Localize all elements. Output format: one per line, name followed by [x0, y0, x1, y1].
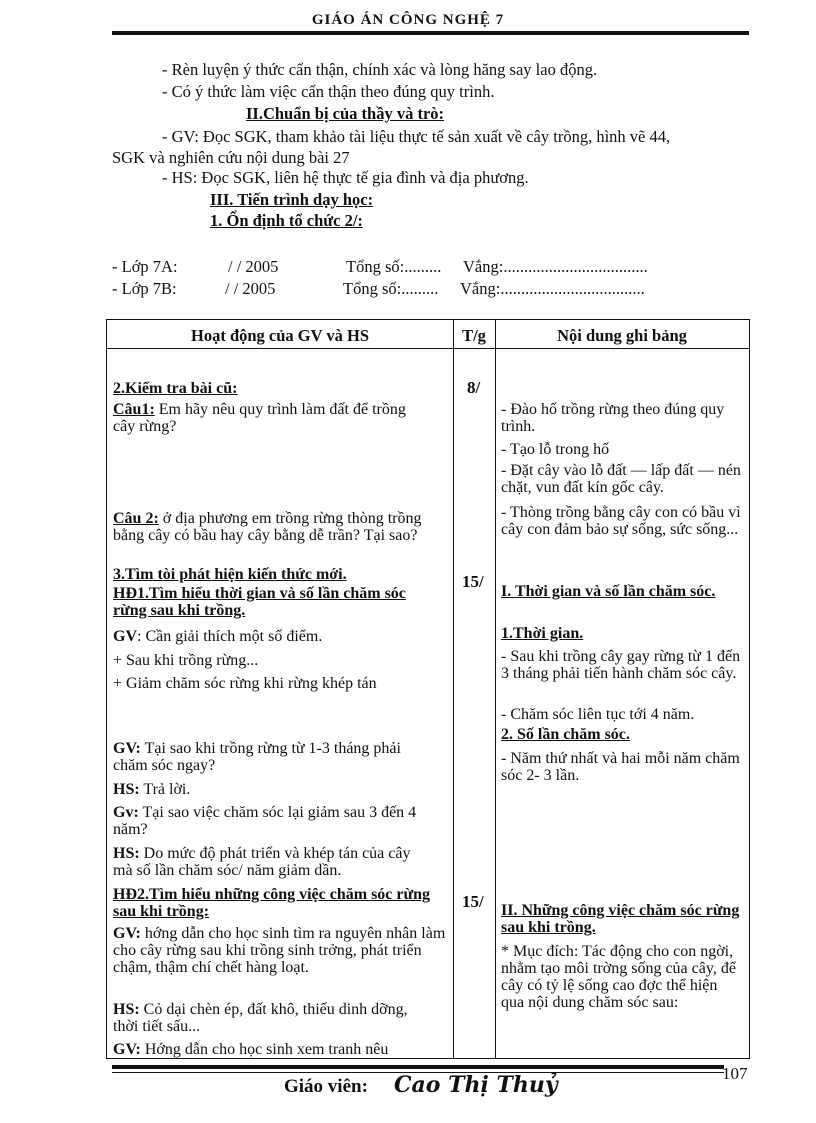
point-1: + Sau khi trồng rừng... [113, 652, 259, 669]
point-2: + Giảm chăm sóc rừng khi rừng khép tán [113, 675, 377, 692]
class-7b-date: / / 2005 [225, 279, 276, 298]
question-2 [113, 510, 449, 544]
class-7b-absent: Vắng:................................... [460, 279, 645, 298]
content-duration: - Chăm sóc liên tục tới 4 năm. [501, 706, 695, 723]
section-2-heading: II.Chuẩn bị của thầy và trò: [246, 104, 445, 123]
intro-hs-line: - HS: Đọc SGK, liên hệ thực tế gia đình và địa phương. [162, 168, 529, 187]
intro-line-1: - Rèn luyện ý thức cẩn thận, chính xác và lòng hăng say lao động. [162, 60, 598, 79]
gv-explain-text: : Cần giải thích một số điểm. [137, 628, 323, 645]
class-7a-date: / / 2005 [228, 257, 279, 276]
question-1-text: Em hãy nêu quy trình làm đất để trồng cây rừng? [113, 401, 406, 435]
gv-explain [113, 628, 449, 645]
gv-question-1-label: GV: [113, 740, 141, 757]
intro-line-2: - Có ý thức làm việc cẩn thận theo đúng quy trình. [162, 82, 495, 101]
hs-answer-3 [113, 1001, 423, 1035]
gv-explain-label: GV [113, 628, 137, 645]
answer-4: - Thòng trồng bằng cây con có bầu vì cây con đảm bảo sự sống, sức sống... [501, 504, 741, 538]
activity-1-heading: HĐ1.Tìm hiểu thời gian và số lần chăm sóc rừng sau khi trồng. [113, 585, 406, 619]
hs-answer-1 [113, 781, 449, 798]
page-header-title: GIÁO ÁN CÔNG NGHỆ 7 [311, 12, 505, 28]
content-time-text: - Sau khi trồng cây gay rừng từ 1 đến 3 tháng phải tiến hành chăm sóc cây. [501, 648, 741, 682]
gv-question-1-text: Tại sao khi trồng rừng từ 1-3 tháng phải chăm sóc ngay? [113, 740, 401, 774]
footer-teacher-label: Giáo viên: [284, 1076, 368, 1097]
gv-question-2-text: Tại sao việc chăm sóc lại giảm sau 3 đến 4 năm? [113, 804, 417, 838]
gv-guide-2-label: GV: [113, 1041, 141, 1058]
gv-question-2 [113, 804, 433, 838]
activity-2-heading: HĐ2.Tìm hiểu những công việc chăm sóc rừng sau khi trồng: [113, 886, 430, 920]
class-7a-name: - Lớp 7A: [112, 257, 178, 276]
question-1 [113, 401, 413, 435]
footer-rule-thick [112, 1065, 724, 1069]
table-header-activities: Hoạt động của GV và HS [190, 326, 370, 345]
question-2-text: ở địa phương em trồng rừng thòng trồng bằng cây có bầu hay cây bằng dễ trần? Tại sao? [113, 510, 422, 544]
table-header-time: T/g [462, 326, 486, 345]
class-7b-total: Tổng số:......... [343, 279, 439, 298]
question-2-label: Câu 2: [113, 510, 159, 527]
lesson-table [106, 319, 750, 1059]
hs-answer-2-text: Do mức độ phát triển và khép tán của cây mà số lần chăm sóc/ năm giảm dần. [113, 845, 411, 879]
answer-3: - Đặt cây vào lỗ đất — lấp đất — nén chặt, vun đất kín gốc cây. [501, 462, 741, 496]
content-time-heading: 1.Thời gian. [501, 625, 584, 642]
header-rule [112, 31, 749, 35]
gv-question-2-label: Gv: [113, 804, 139, 821]
hs-answer-2-label: HS: [113, 845, 140, 862]
class-7b-name: - Lớp 7B: [112, 279, 177, 298]
intro-gv-line-2: SGK và nghiên cứu nội dung bài 27 [112, 148, 350, 167]
subsection-1-heading: 1. Ổn định tổ chức 2/: [210, 211, 363, 230]
hs-answer-1-text: Trả lời. [139, 781, 191, 798]
time-review: 8/ [467, 378, 481, 397]
col-divider-1 [453, 320, 454, 1058]
hs-answer-1-label: HS: [113, 781, 140, 798]
question-1-label: Câu1: [113, 401, 155, 418]
gv-guide-1-text: hớng dẫn cho học sinh tìm ra nguyên nhân làm cho cây rừng sau khi trồng sinh trởng, phát triển chậm, thậm chí chết hàng loạt. [113, 925, 446, 976]
time-activity-2: 15/ [462, 892, 484, 911]
section-3-heading: III. Tiến trình dạy học: [210, 190, 374, 209]
gv-guide-2 [113, 1041, 453, 1058]
hs-answer-3-label: HS: [113, 1001, 140, 1018]
content-frequency-text: - Năm thứ nhất và hai mỗi năm chăm sóc 2- 3 lần. [501, 750, 740, 784]
answer-1: - Đào hố trồng rừng theo đúng quy trình. [501, 401, 725, 435]
content-frequency-heading: 2. Số lần chăm sóc. [501, 726, 630, 743]
intro-gv-line-1: - GV: Đọc SGK, tham khảo tài liệu thực tế sản xuất về cây trồng, hình vẽ 44, [162, 127, 671, 146]
content-section-2: II. Những công việc chăm sóc rừng sau khi trồng. [501, 902, 740, 936]
table-header-content: Nội dung ghi bảng [557, 326, 687, 345]
hs-answer-2 [113, 845, 433, 879]
discovery-heading: 3.Tìm tòi phát hiện kiến thức mới. [113, 566, 347, 583]
class-7a-total: Tổng số:......... [346, 257, 442, 276]
gv-guide-1 [113, 925, 449, 976]
content-section-1: I. Thời gian và số lần chăm sóc. [501, 583, 716, 600]
col-divider-2 [495, 320, 496, 1058]
gv-question-1 [113, 740, 413, 774]
header-divider [107, 348, 749, 349]
answer-2: - Tạo lỗ trong hố [501, 441, 610, 458]
content-purpose: * Mục đích: Tác động cho con ngời, nhằm tạo môi trờng sống của cây, để cây có tỷ lệ sống cao đợc thể hiện qua nội dung chăm sóc sau: [501, 943, 736, 1011]
hs-answer-3-text: Cỏ dại chèn ép, đất khô, thiếu dinh dỡng, thời tiết sấu... [113, 1001, 408, 1035]
gv-guide-2-text: Hớng dẫn cho học sinh xem tranh nêu [140, 1041, 389, 1058]
time-activity-1: 15/ [462, 572, 484, 591]
gv-guide-1-label: GV: [113, 925, 141, 942]
class-7a-absent: Vắng:................................... [463, 257, 648, 276]
teacher-signature-name: Cao Thị Thuỷ [394, 1072, 558, 1098]
review-heading: 2.Kiểm tra bài cũ: [113, 380, 238, 397]
page-number: 107 [722, 1064, 748, 1083]
